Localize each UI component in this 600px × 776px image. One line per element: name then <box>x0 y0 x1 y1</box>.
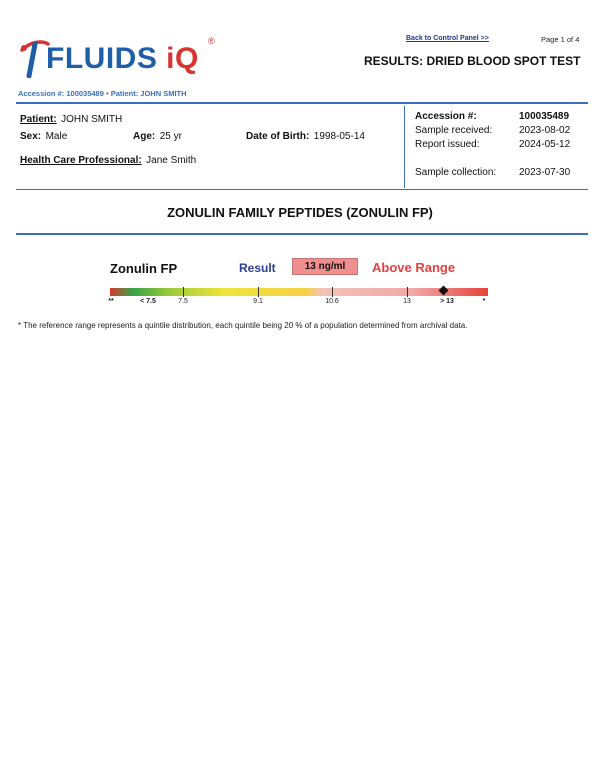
accession-label: Accession #: <box>415 111 477 122</box>
hcp-label: Health Care Professional: <box>20 155 142 166</box>
age-row <box>133 126 182 144</box>
dob-row <box>246 126 365 144</box>
scale-label-high: > 13 <box>440 298 454 305</box>
dob-label: Date of Birth: <box>246 131 310 142</box>
received-label: Sample received: <box>415 125 493 136</box>
scale-label-t3: 10.6 <box>325 298 339 305</box>
result-value-box: 13 ng/ml <box>292 258 358 275</box>
patient-name: JOHN SMITH <box>61 114 123 125</box>
test-name: Zonulin FP <box>110 261 178 276</box>
page-number: Page 1 of 4 <box>541 35 580 44</box>
issued-value: 2024-05-12 <box>519 139 571 150</box>
scale-label-t4: 13 <box>403 298 411 305</box>
result-label: Result <box>239 261 276 275</box>
logo-figure-icon <box>16 38 50 78</box>
info-vertical-divider <box>404 106 405 188</box>
scale-label-t2: 9.1 <box>253 298 263 305</box>
logo-registered-mark: ® <box>208 36 215 46</box>
fluids-iq-logo <box>16 36 216 80</box>
scale-label-low: < 7.5 <box>140 298 156 305</box>
collection-label: Sample collection: <box>415 167 497 178</box>
header-divider <box>16 102 588 104</box>
sex-row <box>20 126 67 144</box>
sex-value: Male <box>45 131 68 142</box>
accession-value: 100035489 <box>519 111 570 122</box>
dob-value: 1998-05-14 <box>313 131 365 142</box>
received-value: 2023-08-02 <box>519 125 571 136</box>
scale-tick <box>258 287 259 297</box>
scale-label-far-left: ** <box>108 298 114 305</box>
scale-label-t1: 7.5 <box>178 298 188 305</box>
scale-tick <box>183 287 184 297</box>
scale-tick <box>332 287 333 297</box>
age-label: Age: <box>133 131 156 142</box>
sex-label: Sex: <box>20 131 42 142</box>
section-divider <box>16 233 588 235</box>
issued-label: Report issued: <box>415 139 480 150</box>
hcp-value: Jane Smith <box>146 155 197 166</box>
patient-row <box>20 109 122 127</box>
range-status: Above Range <box>372 260 456 275</box>
age-value: 25 yr <box>159 131 182 142</box>
scale-label-far-right: * <box>482 298 486 305</box>
logo-wordmark: FLUIDS iQ <box>46 42 199 75</box>
info-bottom-divider <box>16 189 588 190</box>
section-title: ZONULIN FAMILY PEPTIDES (ZONULIN FP) <box>167 205 433 220</box>
results-title: RESULTS: DRIED BLOOD SPOT TEST <box>364 54 581 68</box>
scale-tick <box>407 287 408 297</box>
reference-range-scale <box>110 288 488 296</box>
patient-label: Patient: <box>20 114 57 125</box>
collection-value: 2023-07-30 <box>519 167 571 178</box>
footnote: * The reference range represents a quintile distribution, each quintile being 20 % of a population determined from archival data. <box>18 321 468 330</box>
hcp-row <box>20 150 196 168</box>
accession-patient-line: Accession #: 100035489 • Patient: JOHN SMITH <box>18 89 187 98</box>
back-to-control-panel-link[interactable]: Back to Control Panel >> <box>406 35 489 42</box>
